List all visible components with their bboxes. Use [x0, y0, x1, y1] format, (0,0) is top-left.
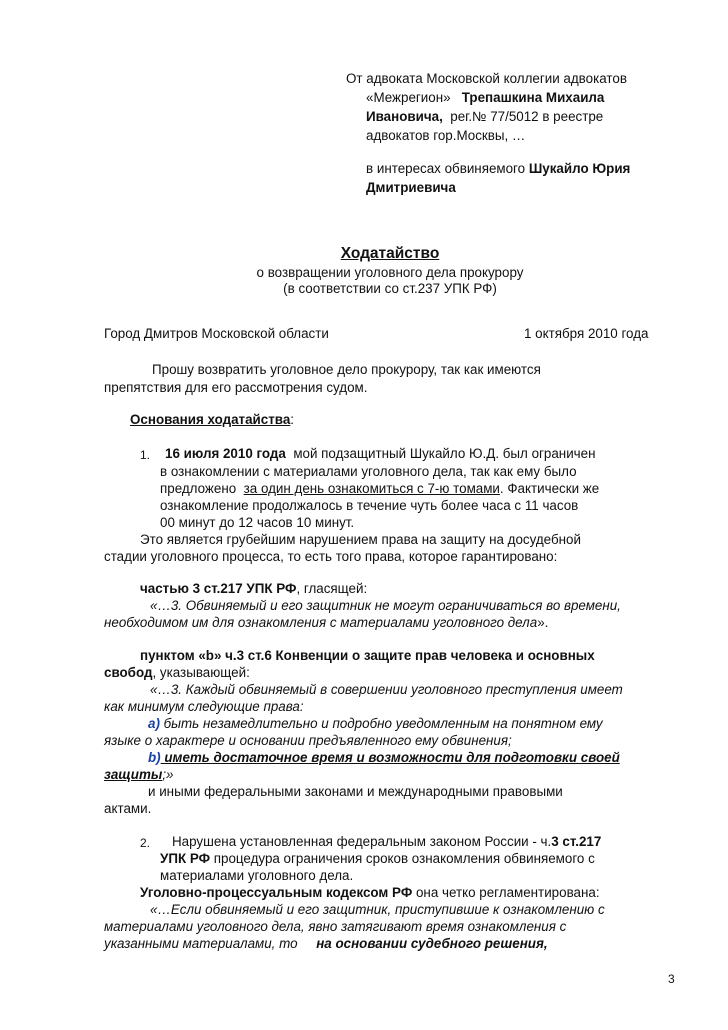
item-2-regulated: она четко регламентирована: — [412, 885, 600, 900]
item-1-line-2: в ознакомлении с материалами уголовного дела, так как ему было — [160, 464, 577, 479]
item-2-line-1-text: Нарушена установленная федеральным законом России - ч. — [172, 834, 552, 849]
convention-item-b — [148, 749, 620, 767]
violation-line-1: Это является грубейшим нарушением права на защиту на досудебной — [140, 532, 581, 547]
intro-line-1: Прошу возвратить уголовное дело прокурору, так как имеются — [152, 362, 541, 377]
convention-item-a — [148, 715, 603, 733]
convention-freedoms: свобод — [104, 665, 153, 680]
other-laws-line-2: актами. — [104, 801, 152, 816]
item-2-line-1 — [172, 833, 601, 851]
ref-217-quote-2 — [104, 614, 548, 632]
ref-217-quote-2-text: необходимом им для ознакомления с материалами уголовного дела — [104, 615, 538, 630]
item-2-quote-3 — [104, 935, 548, 953]
item-2-code: УПК РФ — [160, 851, 211, 866]
item-2-line-2 — [160, 850, 595, 868]
grounds-heading — [130, 411, 294, 429]
intro-line-2: препятствия для его рассмотрения судом. — [104, 380, 368, 395]
other-laws-line-1: и иными федеральными законами и международными правовыми — [148, 784, 563, 799]
item-2-number: 2. — [140, 836, 151, 850]
convention-quote-2: как минимум следующие права: — [104, 699, 304, 714]
convention-quote-1: «…3. Каждый обвиняемый в совершении уголовного преступления имеет — [150, 682, 623, 697]
grounds-heading-colon: : — [290, 412, 295, 427]
header-client-name: Шукайло Юрия — [528, 161, 631, 176]
convention-quote-end: ;» — [162, 767, 174, 782]
item-1-line-4: ознакомление продолжалось в течение чуть более часа с 11 часов — [160, 498, 579, 513]
item-1-line-5: 00 минут до 12 часов 10 минут. — [160, 515, 355, 530]
ref-217-rest: , гласящей: — [296, 581, 368, 596]
convention-item-b-text-2 — [104, 766, 174, 784]
ref-217-bold: частью 3 ст.217 УПК РФ — [140, 581, 297, 596]
item-1-line-1-rest: мой подзащитный Шукайло Ю.Д. был ограничен — [293, 446, 596, 461]
header-client-patronymic: Дмитриевича — [366, 180, 456, 195]
header-org-line — [366, 89, 604, 107]
item-1-line-3-end: . Фактически же — [499, 481, 600, 496]
header-city-line: адвокатов гор.Москвы, … — [366, 128, 526, 143]
header-interest-line — [366, 160, 630, 178]
violation-line-2: стадии уголовного процесса, то есть того права, которое гарантировано: — [104, 549, 558, 564]
ref-217-quote-end: ». — [537, 615, 549, 630]
convention-item-b-text: иметь достаточное время и возможности для подготовки своей — [160, 750, 620, 765]
header-interest: в интересах обвиняемого — [366, 161, 526, 176]
item-1-underlined-phrase: за один день ознакомиться с 7-ю томами — [243, 481, 500, 496]
item-2-article: 3 ст.217 — [551, 834, 602, 849]
convention-item-a-label: a) — [148, 716, 160, 731]
header-lawyer-patronymic: Ивановича, — [366, 109, 443, 124]
convention-item-b-label: b) — [148, 750, 161, 765]
date: 1 октября 2010 года — [524, 326, 649, 341]
convention-indicating: , указывающей: — [152, 665, 250, 680]
header-from-line: От адвоката Московской коллегии адвокатов — [346, 71, 627, 86]
item-1-line-3 — [160, 480, 599, 498]
item-2-quote-3-text: указанными материалами, то — [104, 936, 298, 951]
convention-line-2 — [104, 664, 250, 682]
item-2-criminal-code: Уголовно-процессуальным кодексом РФ — [140, 885, 413, 900]
convention-item-a-text-2: языке о характере и основании предъявленного ему обвинения; — [104, 733, 512, 748]
header-lawyer-surname: Трепашкина Михаила — [461, 90, 605, 105]
item-1-line-1 — [165, 445, 596, 463]
item-1-line-3-start: предложено — [160, 481, 237, 496]
item-2-line-4 — [140, 884, 600, 902]
document-subtitle: о возвращении уголовного дела прокурору — [256, 265, 524, 280]
item-1-date: 16 июля 2010 года — [165, 446, 286, 461]
item-2-quote-2: материалами уголовного дела, явно затягивают время ознакомления с — [104, 919, 567, 934]
page-number: 3 — [668, 972, 675, 986]
document-title: Ходатайство — [340, 245, 440, 262]
ref-217-quote-1: «…3. Обвиняемый и его защитник не могут ограничиваться во времени, — [150, 598, 621, 613]
item-2-line-3: материалами уголовного дела. — [160, 868, 354, 883]
item-2-quote-1: «…Если обвиняемый и его защитник, приступившие к ознакомлению с — [150, 902, 605, 917]
item-2-quote-3-bold: на основании судебного решения, — [316, 936, 548, 951]
place: Город Дмитров Московской области — [104, 326, 329, 341]
convention-defense: защиты — [104, 767, 163, 782]
document-subtitle-ref: (в соответствии со ст.237 УПК РФ) — [283, 281, 497, 296]
convention-item-a-text: быть незамедлительно и подробно уведомленным на понятном ему — [159, 716, 603, 731]
item-2-line-2-text: процедура ограничения сроков ознакомления обвиняемого с — [210, 851, 595, 866]
ref-217-line — [140, 580, 367, 598]
convention-line-1: пунктом «b» ч.3 ст.6 Конвенции о защите прав человека и основных — [140, 648, 595, 663]
item-1-number: 1. — [140, 448, 151, 462]
grounds-heading-label: Основания ходатайства — [130, 412, 291, 427]
header-reg-number: рег.№ 77/5012 в реестре — [450, 109, 604, 124]
header-org: «Межрегион» — [366, 90, 451, 105]
header-reg-line — [366, 108, 603, 126]
